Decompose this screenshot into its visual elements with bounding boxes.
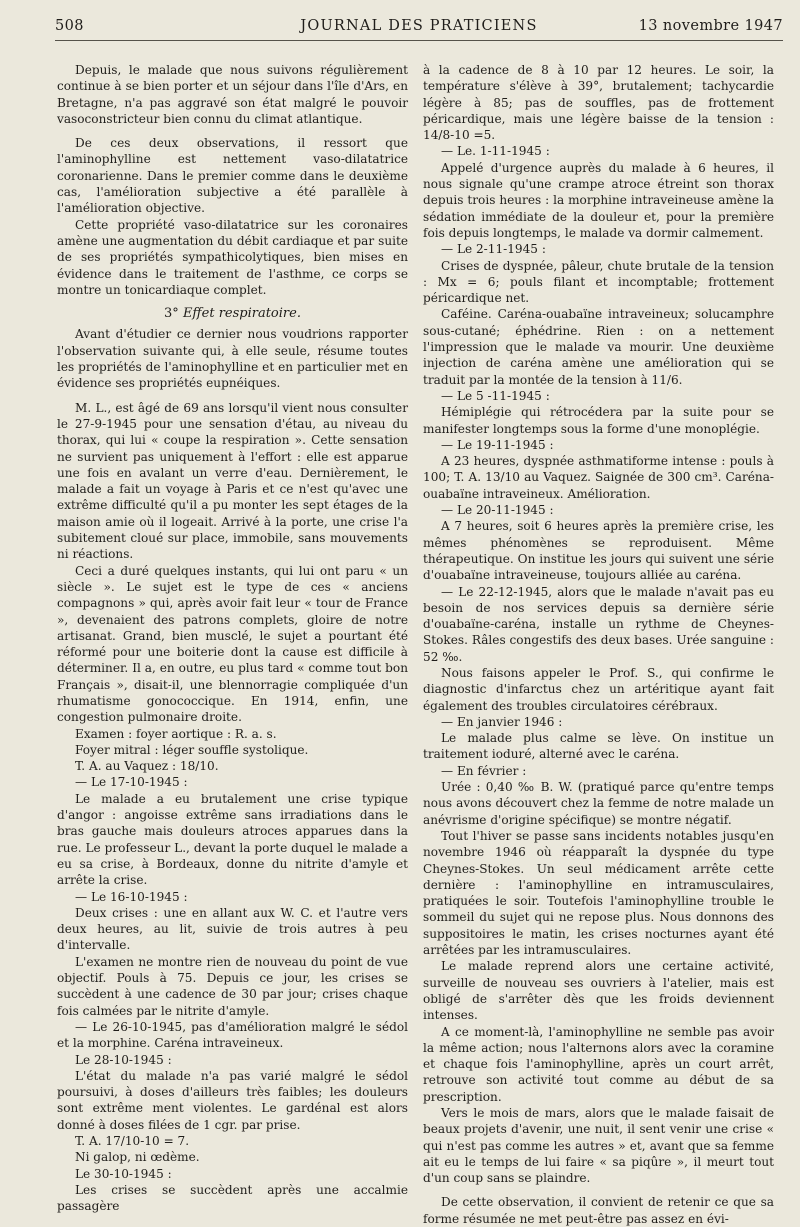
date-entry: — Le 16-10-1945 :	[75, 889, 188, 904]
paragraph: Vers le mois de mars, alors que le malade faisait de beaux projets d'avenir, une nuit, il sent venir une crise « qui n'est pas comme les autres » et, avant que sa femme ait eu le temps de lui faire « sa piqûre », il meurt tout d'un coup sans se plaindre.	[423, 1106, 774, 1186]
paragraph: Ni galop, ni œdème.	[75, 1150, 200, 1165]
date-entry: — En février :	[441, 763, 527, 778]
paragraph: — Le 26-10-1945, pas d'amélioration malgré le sédol et la morphine. Caréna intraveineux.	[57, 1019, 408, 1051]
section-title: Effet respiratoire.	[182, 306, 301, 322]
paragraph: A 7 heures, soit 6 heures après la première crise, les mêmes phénomènes se reproduisent. Même thérapeutique. On institue les jours qui suivent une série d'ouabaïne intraveineuse, toujours alliée au caréna.	[423, 519, 774, 583]
paragraph: Les crises se succèdent après une accalmie passagère	[57, 1182, 408, 1214]
date-entry: Le 28-10-1945 :	[75, 1052, 172, 1067]
date-entry: — Le 19-11-1945 :	[441, 437, 554, 452]
paragraph: Le malade a eu brutalement une crise typique d'angor : angoisse extrême sans irradiations dans le bras gauche mais douleurs atroces apparues dans la rue. Le professeur L., devant la porte duquel le malade a eu sa crise, à Bordeaux, donne du nitrite d'amyle et arrête la crise.	[57, 791, 408, 888]
paragraph: Ceci a duré quelques instants, qui lui ont paru « un siècle ». Le sujet est le type de ces « anciens compagnons » qui, après avoir fait leur « tour de France », devenaient des patrons complets, gloire de notre artisanat. Grand, bien musclé, le sujet a pourtant été réformé pour une boiterie dont la cause est difficile à déterminer. Il a, en outre, eu plus tard « comme tout bon Français », disait-il, une blennorragie compliquée d'un rhumatisme gonococcique. En 1914, enfin, une congestion pulmonaire droite.	[57, 563, 408, 725]
paragraph: L'examen ne montre rien de nouveau du point de vue objectif. Pouls à 75. Depuis ce jour, les crises se succèdent à une cadence de 30 par jour; crises chaque fois calmées par le nitrite d'amyle.	[57, 954, 408, 1018]
paragraph: A 23 heures, dyspnée asthmatiforme intense : pouls à 100; T. A. 13/10 au Vaquez. Saignée de 300 cm³. Caréna-ouabaïne intraveineux. Amélioration.	[423, 454, 774, 501]
paragraph: Foyer mitral : léger souffle systolique.	[75, 742, 309, 757]
paragraph: à la cadence de 8 à 10 par 12 heures. Le soir, la température s'élève à 39°, brutalement; tachycardie légère à 85; pas de souffles, pas de frottement péricardique, mais une légère baisse de la tension : 14/8-10 =5.	[423, 63, 774, 143]
date-entry: — En janvier 1946 :	[441, 714, 563, 729]
paragraph: T. A. 17/10-10 = 7.	[75, 1134, 190, 1148]
paragraph: L'état du malade n'a pas varié malgré le sédol poursuivi, à doses d'ailleurs très faibles; les douleurs sont extrême ment violentes. Le gardénal est alors donné à doses filées de 1 cgr. par prise.	[57, 1068, 408, 1132]
paragraph: — Le 22-12-1945, alors que le malade n'avait pas eu besoin de nos services depuis sa dernière série d'ouabaïne-caréna, installe un rythme de Cheynes-Stokes. Râles congestifs des deux bases. Urée sanguine : 52 ‰.	[423, 584, 774, 664]
date-entry: — Le 2-11-1945 :	[441, 242, 546, 257]
running-header	[55, 18, 783, 38]
paragraph: Examen : foyer aortique : R. a. s.	[75, 726, 277, 741]
date-entry: — Le. 1-11-1945 :	[441, 144, 550, 159]
paragraph: De cette observation, il convient de retenir ce que sa forme résumée ne met peut-être pas assez en évi-	[423, 1195, 774, 1226]
section-number: 3°	[164, 306, 179, 322]
section-heading	[57, 306, 408, 322]
paragraph: Nous faisons appeler le Prof. S., qui confirme le diagnostic d'infarctus chez un artéritique ayant fait également des troubles circulatoires cérébraux.	[423, 665, 774, 713]
page-number: 508	[55, 18, 84, 34]
paragraph: Depuis, le malade que nous suivons régulièrement continue à se bien porter et un séjour dans l'île d'Ars, en Bretagne, n'a pas aggravé son état malgré le pouvoir vasoconstricteur bien connu du climat atlantique.	[57, 63, 408, 126]
paragraph: Deux crises : une en allant aux W. C. et l'autre vers deux heures, au lit, suivie de trois autres à peu d'intervalle.	[57, 905, 408, 953]
paragraph: T. A. au Vaquez : 18/10.	[75, 759, 219, 774]
paragraph: Appelé d'urgence auprès du malade à 6 heures, il nous signale qu'une crampe atroce étreint son thorax depuis trois heures : la morphine intraveineuse amène la sédation immédiate de la douleur et, pour la première fois depuis longtemps, le malade va dormir calmement.	[423, 160, 774, 240]
journal-title: JOURNAL DES PRATICIENS	[300, 18, 538, 34]
paragraph: De ces deux observations, il ressort que l'aminophylline est nettement vaso-dilatatrice coronarienne. Dans le premier comme dans le deuxième cas, l'amélioration subjective a été parallèle à l'amélioration objective.	[57, 136, 408, 216]
paragraph: Urée : 0,40 ‰ B. W. (pratiqué parce qu'entre temps nous avons découvert chez la femme de notre malade un anévrisme d'origine spécifique) se montre négatif.	[423, 780, 774, 827]
paragraph: Cette propriété vaso-dilatatrice sur les coronaires amène une augmentation du débit cardiaque et par suite de ses propriétés sympathicolytiques, bien mises en évidence dans le traitement de l'asthme, ce corps se montre un tonicardiaque complet.	[57, 217, 408, 297]
paragraph: Hémiplégie qui rétrocédera par la suite pour se manifester longtemps sous la forme d'une monoplégie.	[423, 405, 774, 436]
date-entry: — Le 20-11-1945 :	[441, 503, 554, 518]
header-rule	[55, 40, 783, 41]
paragraph: Avant d'étudier ce dernier nous voudrions rapporter l'observation suivante qui, à elle seule, résume toutes les propriétés de l'aminophylline et en particulier met en évidence ses propriétés eupnéiques.	[57, 327, 408, 391]
paragraph: A ce moment-là, l'aminophylline ne semble pas avoir la même action; nous l'alternons alors avec la coramine et chaque fois l'aminophylline, après un court arrêt, retrouve son activité tout comme au début de sa prescription.	[423, 1024, 774, 1104]
paragraph: Le malade plus calme se lève. On institue un traitement ioduré, alterné avec le caréna.	[423, 731, 774, 762]
paragraph: Crises de dyspnée, pâleur, chute brutale de la tension : Mx = 6; pouls filant et incomptable; frottement péricardique net.	[423, 258, 774, 306]
date-entry: Le 30-10-1945 :	[75, 1166, 172, 1181]
paragraph: M. L., est âgé de 69 ans lorsqu'il vient nous consulter le 27-9-1945 pour une sensation d'étau, au niveau du thorax, qui lui « coupe la respiration ». Cette sensation ne survient pas uniquement à l'effort : elle est apparue une fois en avalant un verre d'eau. Dernièrement, le malade a fait un voyage à Paris et ce n'est qu'avec une extrême difficulté qu'il a pu monter les sept étages de la maison amie où il logeait. Arrivé à la porte, une crise l'a subitement cloué sur place, immobile, sans mouvements ni réactions.	[57, 400, 408, 562]
paragraph: Le malade reprend alors une certaine activité, surveille de nouveau ses ouvriers à l'atelier, mais est obligé de s'arrêter dès que les froids deviennent intenses.	[423, 959, 774, 1023]
date-entry: — Le 5 -11-1945 :	[441, 388, 550, 403]
paragraph: Tout l'hiver se passe sans incidents notables jusqu'en novembre 1946 où réapparaît la dyspnée du type Cheynes-Stokes. Un seul médicament arrête cette dernière : l'aminophylline en intramusculaires, pratiquées le soir. Toutefois l'aminophylline trouble le sommeil du sujet qui ne repose plus. Nous donnons des suppositoires le matin, les crises nocturnes ayant été arrêtées par les intramusculaires.	[423, 828, 774, 958]
right-column	[423, 62, 774, 1226]
date-entry: — Le 17-10-1945 :	[75, 775, 188, 790]
left-column	[57, 62, 408, 1214]
issue-date: 13 novembre 1947	[638, 18, 783, 34]
paragraph: Caféine. Caréna-ouabaïne intraveineux; solucamphre sous-cutané; éphédrine. Rien : on a nettement l'impression que le malade va mourir. Une deuxième injection de caréna amène une amélioration qui se traduit par la montée de la tension à 11/6.	[423, 307, 774, 387]
